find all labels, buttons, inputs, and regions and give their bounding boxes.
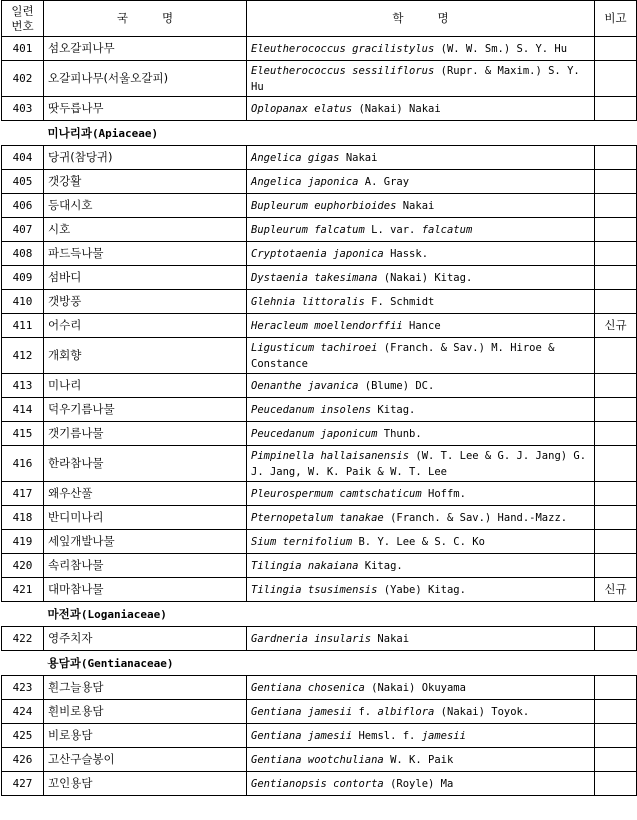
scientific-name — [247, 748, 595, 772]
scientific-name — [247, 627, 595, 651]
korean-name: 대마참나물 — [44, 578, 247, 602]
species-epithet: Sium ternifolium — [251, 535, 353, 548]
family-name-latin: (Gentianaceae) — [80, 656, 174, 670]
species-epithet: Ligusticum tachiroei — [251, 341, 378, 354]
table-row — [2, 374, 637, 398]
species-authority: (Blume) DC. — [358, 379, 435, 392]
scientific-name — [247, 266, 595, 290]
table-row — [2, 627, 637, 651]
note — [595, 37, 637, 61]
species-authority: (Franch. & Sav.) Hand.-Mazz. — [383, 511, 568, 524]
korean-name: 등대시호 — [44, 194, 247, 218]
row-number: 411 — [2, 314, 44, 338]
table-body — [2, 37, 637, 796]
note — [595, 422, 637, 446]
scientific-name — [247, 446, 595, 482]
species-epithet: albiflora — [377, 705, 435, 718]
scientific-name — [247, 676, 595, 700]
header-korean-name: 국 명 — [44, 1, 247, 37]
korean-name: 꼬인용담 — [44, 772, 247, 796]
korean-name: 오갈피나무(서울오갈피) — [44, 61, 247, 97]
table-row — [2, 530, 637, 554]
korean-name: 당귀(참당귀) — [44, 146, 247, 170]
korean-name: 고산구슬봉이 — [44, 748, 247, 772]
row-number: 406 — [2, 194, 44, 218]
species-epithet: Peucedanum insolens — [251, 403, 372, 416]
species-epithet: Angelica gigas — [251, 151, 340, 164]
row-number: 413 — [2, 374, 44, 398]
species-authority: (Nakai) Nakai — [352, 102, 441, 115]
table-row — [2, 398, 637, 422]
korean-name: 어수리 — [44, 314, 247, 338]
family-heading — [2, 651, 637, 676]
species-epithet: Tilingia tsusimensis — [251, 583, 378, 596]
species-authority: (Royle) Ma — [383, 777, 454, 790]
species-authority: Kitag. — [371, 403, 416, 416]
table-row — [2, 578, 637, 602]
species-epithet: Gardneria insularis — [251, 632, 372, 645]
species-authority: (W. T. Lee & G. J. Jang) G. J. Jang, W. K. Paik & W. T. Lee — [251, 449, 587, 478]
note — [595, 627, 637, 651]
scientific-name — [247, 422, 595, 446]
species-authority: Thunb. — [377, 427, 422, 440]
table-row — [2, 724, 637, 748]
scientific-name — [247, 398, 595, 422]
family-name-latin: (Loganiaceae) — [80, 607, 167, 621]
species-authority: Hance — [402, 319, 441, 332]
species-authority: (Rupr. & Maxim.) S. Y. Hu — [251, 64, 580, 93]
species-authority: (Nakai) Kitag. — [377, 271, 473, 284]
header-scientific-name: 학 명 — [247, 1, 595, 37]
korean-name: 시호 — [44, 218, 247, 242]
header-number: 일련 번호 — [2, 1, 44, 37]
scientific-name — [247, 194, 595, 218]
species-epithet: Gentiana jamesii — [251, 705, 353, 718]
row-number: 403 — [2, 97, 44, 121]
korean-name: 세잎개발나물 — [44, 530, 247, 554]
species-epithet: Eleutherococcus sessiliflorus — [251, 64, 435, 77]
row-number: 423 — [2, 676, 44, 700]
korean-name: 갯강활 — [44, 170, 247, 194]
species-epithet: Cryptotaenia japonica — [251, 247, 384, 260]
korean-name: 한라참나물 — [44, 446, 247, 482]
table-row — [2, 554, 637, 578]
row-number: 409 — [2, 266, 44, 290]
family-heading — [2, 121, 637, 146]
species-authority: Nakai — [371, 632, 410, 645]
table-row — [2, 748, 637, 772]
note — [595, 748, 637, 772]
species-epithet: Tilingia nakaiana — [251, 559, 359, 572]
note — [595, 61, 637, 97]
row-number: 422 — [2, 627, 44, 651]
row-number: 417 — [2, 482, 44, 506]
species-authority: Kitag. — [358, 559, 403, 572]
table-row — [2, 61, 637, 97]
row-number: 418 — [2, 506, 44, 530]
species-epithet: Oplopanax elatus — [251, 102, 353, 115]
note — [595, 194, 637, 218]
species-authority: F. Schmidt — [364, 295, 435, 308]
korean-name: 갯방풍 — [44, 290, 247, 314]
family-heading-row — [2, 121, 637, 146]
scientific-name — [247, 97, 595, 121]
korean-name: 섬바디 — [44, 266, 247, 290]
species-epithet: Pternopetalum tanakae — [251, 511, 384, 524]
species-authority: Nakai — [339, 151, 378, 164]
table-row — [2, 482, 637, 506]
note — [595, 97, 637, 121]
row-number: 410 — [2, 290, 44, 314]
species-epithet: Dystaenia takesimana — [251, 271, 378, 284]
table-row — [2, 290, 637, 314]
scientific-name — [247, 242, 595, 266]
scientific-name — [247, 724, 595, 748]
table-row — [2, 97, 637, 121]
species-authority: Hemsl. f. — [352, 729, 422, 742]
note — [595, 218, 637, 242]
scientific-name — [247, 314, 595, 338]
row-number: 425 — [2, 724, 44, 748]
species-authority: (Yabe) Kitag. — [377, 583, 466, 596]
note — [595, 290, 637, 314]
row-number: 419 — [2, 530, 44, 554]
species-authority: L. var. — [364, 223, 422, 236]
korean-name: 왜우산풀 — [44, 482, 247, 506]
korean-name: 파드득나물 — [44, 242, 247, 266]
row-number: 404 — [2, 146, 44, 170]
note — [595, 446, 637, 482]
korean-name: 흰비로용담 — [44, 700, 247, 724]
row-number: 426 — [2, 748, 44, 772]
korean-name: 미나리 — [44, 374, 247, 398]
table-row — [2, 338, 637, 374]
table-row — [2, 146, 637, 170]
korean-name: 섬오갈피나무 — [44, 37, 247, 61]
row-number: 412 — [2, 338, 44, 374]
species-authority: (Nakai) Okuyama — [364, 681, 466, 694]
scientific-name — [247, 482, 595, 506]
korean-name: 흰그늘용담 — [44, 676, 247, 700]
species-epithet: Bupleurum falcatum — [251, 223, 365, 236]
row-number: 420 — [2, 554, 44, 578]
family-name-latin: (Apiaceae) — [91, 126, 159, 140]
korean-name: 갯기름나물 — [44, 422, 247, 446]
row-number: 407 — [2, 218, 44, 242]
species-epithet: Eleutherococcus gracilistylus — [251, 42, 435, 55]
note — [595, 530, 637, 554]
korean-name: 덕우기름나물 — [44, 398, 247, 422]
species-authority: A. Gray — [358, 175, 410, 188]
scientific-name — [247, 218, 595, 242]
species-epithet: Pleurospermum camtschaticum — [251, 487, 422, 500]
note — [595, 338, 637, 374]
row-number: 402 — [2, 61, 44, 97]
scientific-name — [247, 530, 595, 554]
species-epithet: Angelica japonica — [251, 175, 359, 188]
scientific-name — [247, 506, 595, 530]
table-row — [2, 700, 637, 724]
scientific-name — [247, 772, 595, 796]
table-row — [2, 242, 637, 266]
species-authority: B. Y. Lee & S. C. Ko — [352, 535, 485, 548]
scientific-name — [247, 554, 595, 578]
species-epithet: Peucedanum japonicum — [251, 427, 378, 440]
scientific-name — [247, 37, 595, 61]
family-heading-row — [2, 651, 637, 676]
scientific-name — [247, 700, 595, 724]
scientific-name — [247, 578, 595, 602]
korean-name: 비로용담 — [44, 724, 247, 748]
note — [595, 724, 637, 748]
species-epithet: Gentiana chosenica — [251, 681, 365, 694]
header-note: 비고 — [595, 1, 637, 37]
korean-name: 영주치자 — [44, 627, 247, 651]
note — [595, 676, 637, 700]
table-row — [2, 676, 637, 700]
species-epithet: Gentianopsis contorta — [251, 777, 384, 790]
scientific-name — [247, 338, 595, 374]
species-authority: (Nakai) Toyok. — [434, 705, 530, 718]
row-number: 427 — [2, 772, 44, 796]
species-epithet: Bupleurum euphorbioides — [251, 199, 397, 212]
species-authority: (W. W. Sm.) S. Y. Hu — [434, 42, 568, 55]
scientific-name — [247, 61, 595, 97]
note — [595, 146, 637, 170]
species-authority: W. K. Paik — [383, 753, 454, 766]
table-row — [2, 446, 637, 482]
species-table — [1, 0, 637, 796]
species-authority: (Franch. & Sav.) M. Hiroe & Constance — [251, 341, 555, 370]
note — [595, 242, 637, 266]
table-header-row — [2, 1, 637, 37]
table-row — [2, 422, 637, 446]
scientific-name — [247, 290, 595, 314]
korean-name: 반디미나리 — [44, 506, 247, 530]
table-row — [2, 314, 637, 338]
note — [595, 700, 637, 724]
species-epithet: Pimpinella hallaisanensis — [251, 449, 410, 462]
note: 신규 — [595, 578, 637, 602]
table-row — [2, 218, 637, 242]
table-row — [2, 772, 637, 796]
family-name-korean: 미나리과 — [47, 125, 92, 140]
species-authority: Hoffm. — [421, 487, 466, 500]
note — [595, 554, 637, 578]
row-number: 401 — [2, 37, 44, 61]
table-row — [2, 266, 637, 290]
note — [595, 170, 637, 194]
species-epithet: Glehnia littoralis — [251, 295, 365, 308]
row-number: 414 — [2, 398, 44, 422]
row-number: 405 — [2, 170, 44, 194]
note — [595, 374, 637, 398]
korean-name: 개회향 — [44, 338, 247, 374]
korean-name: 속리참나물 — [44, 554, 247, 578]
species-authority: Hassk. — [383, 247, 429, 260]
note — [595, 506, 637, 530]
note: 신규 — [595, 314, 637, 338]
note — [595, 772, 637, 796]
korean-name: 땃두릅나무 — [44, 97, 247, 121]
row-number: 408 — [2, 242, 44, 266]
table-row — [2, 194, 637, 218]
table-row — [2, 170, 637, 194]
species-epithet: Gentiana jamesii — [251, 729, 353, 742]
row-number: 416 — [2, 446, 44, 482]
row-number: 421 — [2, 578, 44, 602]
table-row — [2, 506, 637, 530]
family-heading — [2, 602, 637, 627]
family-name-korean: 용담과 — [47, 655, 81, 670]
scientific-name — [247, 374, 595, 398]
note — [595, 266, 637, 290]
species-epithet: Heracleum moellendorffii — [251, 319, 403, 332]
species-authority: f. — [352, 705, 378, 718]
species-epithet: jamesii — [421, 729, 466, 742]
table-row — [2, 37, 637, 61]
note — [595, 482, 637, 506]
scientific-name — [247, 146, 595, 170]
species-authority: Nakai — [396, 199, 435, 212]
note — [595, 398, 637, 422]
species-epithet: falcatum — [421, 223, 473, 236]
family-name-korean: 마전과 — [47, 606, 81, 621]
family-heading-row — [2, 602, 637, 627]
row-number: 424 — [2, 700, 44, 724]
species-epithet: Gentiana wootchuliana — [251, 753, 384, 766]
row-number: 415 — [2, 422, 44, 446]
scientific-name — [247, 170, 595, 194]
species-epithet: Oenanthe javanica — [251, 379, 359, 392]
